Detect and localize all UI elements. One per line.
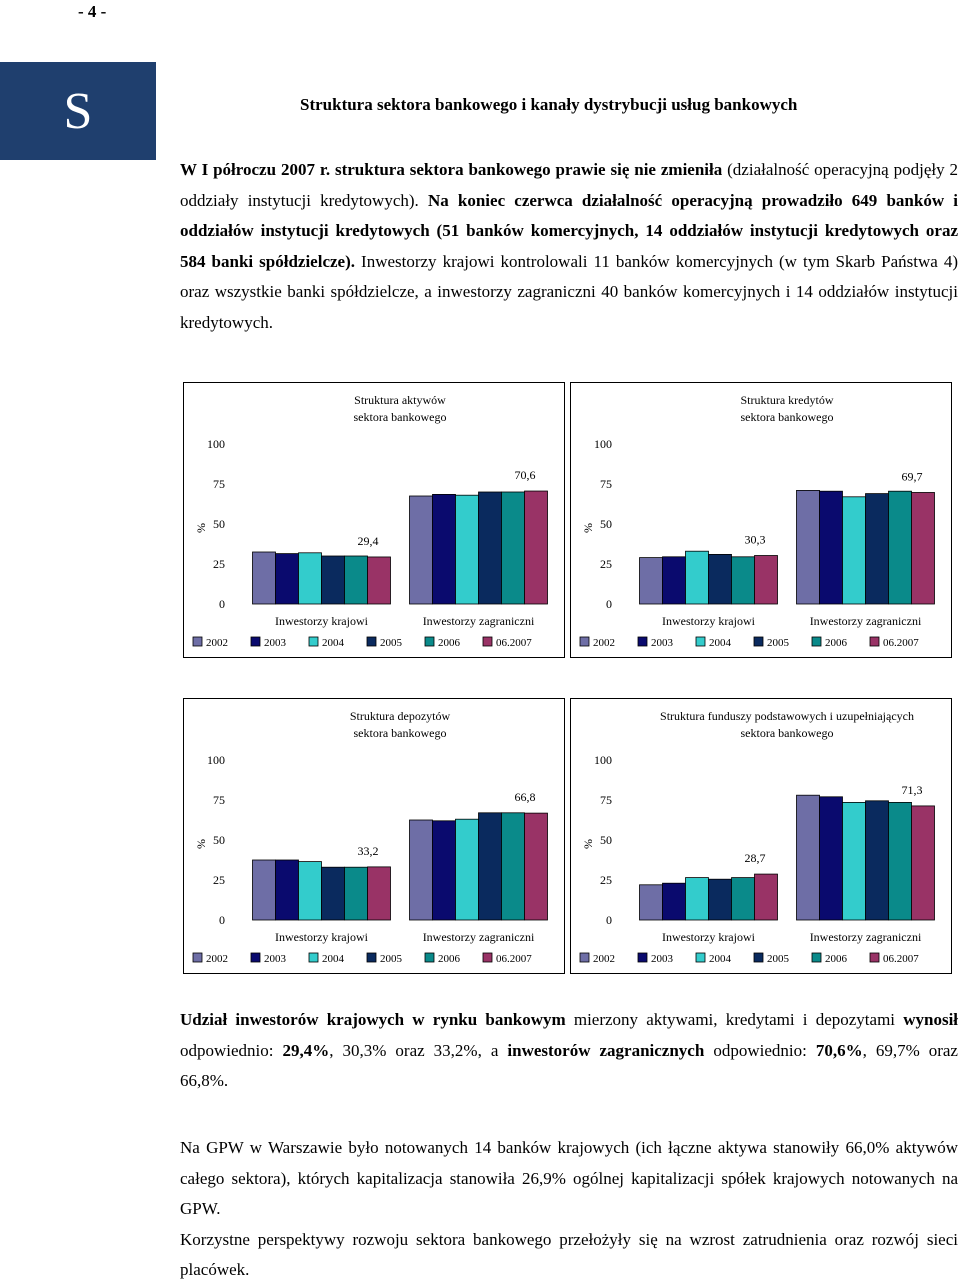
- data-label: 66,8: [514, 790, 536, 805]
- legend-swatch: [367, 637, 376, 646]
- y-tick-label: 50: [213, 833, 225, 847]
- legend-label: 2002: [206, 637, 228, 649]
- legend-swatch: [754, 953, 763, 962]
- bar: [410, 820, 433, 920]
- y-tick-label: 0: [606, 597, 612, 611]
- legend-swatch: [580, 637, 589, 646]
- gpw-text: Na GPW w Warszawie było notowanych 14 banków krajowych (ich łączne aktywa stanowiły 66,0% aktywów całego sektora), których kapitalizacja stanowiła 26,9% ogólnej kapitalizacji spółek krajowych notowanych na GPW.: [180, 1138, 958, 1218]
- y-tick-label: 50: [213, 517, 225, 531]
- share-paragraph: [180, 1005, 958, 1097]
- legend-swatch: [754, 637, 763, 646]
- section-title: Struktura sektora bankowego i kanały dystrybucji usług bankowych: [300, 95, 798, 114]
- legend-swatch: [367, 953, 376, 962]
- bar: [502, 492, 525, 604]
- legend-label: 2004: [709, 637, 731, 649]
- bar: [686, 878, 709, 920]
- bar: [456, 495, 479, 604]
- legend-swatch: [309, 637, 318, 646]
- legend-label: 2005: [767, 637, 789, 649]
- bar: [276, 554, 299, 604]
- legend-label: 2002: [593, 953, 615, 965]
- bar: [755, 874, 778, 920]
- bar: [709, 554, 732, 604]
- share-text-8: odpowiednio:: [704, 1040, 816, 1060]
- bar: [889, 802, 912, 920]
- legend-swatch: [251, 637, 260, 646]
- data-label: 71,3: [901, 782, 923, 797]
- legend-swatch: [870, 953, 879, 962]
- intro-sentence-4: Inwestorzy krajowi kontrolowali 11 banków komercyjnych (w tym Skarb Państwa 4) oraz wszystkie banki spółdzielcze, a inwestorzy zagraniczni 40 banków komercyjnych i 14 oddziałów instytucji kredytowych.: [180, 251, 959, 332]
- bar: [843, 802, 866, 920]
- bar: [732, 557, 755, 604]
- bar: [299, 553, 322, 604]
- chart-title-line: sektora bankowego: [353, 410, 447, 424]
- chart-credits-svg: [570, 382, 952, 658]
- legend-label: 06.2007: [883, 637, 919, 649]
- bar: [410, 496, 433, 604]
- bar: [276, 860, 299, 920]
- legend-label: 2003: [264, 953, 286, 965]
- data-label: 30,3: [744, 532, 766, 547]
- chart-funds-svg: [570, 698, 952, 974]
- chart-title-line: sektora bankowego: [740, 726, 834, 740]
- y-tick-label: 50: [600, 833, 612, 847]
- bar: [345, 867, 368, 920]
- legend-swatch: [812, 637, 821, 646]
- data-label: 69,7: [901, 469, 923, 484]
- data-label: 70,6: [514, 468, 536, 483]
- bar: [732, 878, 755, 920]
- legend-swatch: [425, 953, 434, 962]
- bar: [322, 556, 345, 604]
- share-text-6: , 30,3% oraz 33,2%, a: [329, 1040, 508, 1060]
- bar: [525, 813, 548, 920]
- category-label: Inwestorzy zagraniczni: [809, 614, 922, 628]
- y-tick-label: 75: [213, 793, 225, 807]
- y-tick-label: 50: [600, 517, 612, 531]
- y-tick-label: 0: [219, 913, 225, 927]
- share-text-5: 29,4%: [282, 1040, 330, 1060]
- data-label: 28,7: [744, 851, 766, 866]
- chart-deposits: [183, 698, 565, 974]
- bar: [345, 556, 368, 604]
- legend-label: 2003: [651, 637, 673, 649]
- y-tick-label: 25: [600, 873, 612, 887]
- y-axis-label: %: [194, 523, 208, 533]
- share-text-3: wynosił: [903, 1010, 959, 1029]
- y-axis-label: %: [581, 523, 595, 533]
- share-text-10: , 69,7% oraz 66,8%.: [180, 1040, 958, 1090]
- bar: [912, 492, 935, 604]
- bar: [843, 497, 866, 604]
- share-text-7: inwestorów zagranicznych: [507, 1040, 705, 1060]
- legend-swatch: [696, 637, 705, 646]
- intro-paragraph: [180, 155, 958, 338]
- legend-label: 06.2007: [496, 953, 532, 965]
- legend-label: 2006: [438, 953, 460, 965]
- share-text-4: odpowiednio:: [180, 1040, 283, 1060]
- bar: [479, 492, 502, 604]
- bar: [456, 819, 479, 920]
- legend-label: 2003: [651, 953, 673, 965]
- y-tick-label: 100: [594, 753, 612, 767]
- bar: [820, 797, 843, 920]
- bar: [502, 813, 525, 920]
- legend-swatch: [193, 953, 202, 962]
- category-label: Inwestorzy zagraniczni: [422, 614, 535, 628]
- bar: [797, 490, 820, 604]
- bar: [866, 494, 889, 604]
- bar: [686, 551, 709, 604]
- legend-label: 2005: [767, 953, 789, 965]
- bar: [912, 806, 935, 920]
- bar: [663, 883, 686, 920]
- chart-title-line: sektora bankowego: [353, 726, 447, 740]
- legend-swatch: [193, 637, 202, 646]
- intro-sentence-1: W I półroczu 2007 r. struktura sektora bankowego prawie się nie zmieniła: [180, 160, 723, 179]
- bar: [525, 491, 548, 604]
- intro-sentence-3: Na koniec czerwca działalność operacyjną prowadziło 649 banków i oddziałów instytucji kredytowych (51 banków komercyjnych, 14 oddziałów instytucji kredytowych oraz 584 banki spółdzielcze).: [180, 190, 958, 271]
- y-tick-label: 100: [594, 437, 612, 451]
- bar: [797, 795, 820, 920]
- y-tick-label: 75: [600, 793, 612, 807]
- legend-label: 06.2007: [883, 953, 919, 965]
- category-label: Inwestorzy krajowi: [662, 614, 755, 628]
- legend-label: 2003: [264, 637, 286, 649]
- legend-label: 2006: [825, 637, 847, 649]
- legend-swatch: [251, 953, 260, 962]
- legend-swatch: [483, 637, 492, 646]
- y-tick-label: 0: [606, 913, 612, 927]
- bar: [322, 867, 345, 920]
- y-tick-label: 100: [207, 753, 225, 767]
- chart-deposits-svg: [183, 698, 565, 974]
- bar: [433, 494, 456, 604]
- chart-title-line: Struktura depozytów: [349, 709, 451, 723]
- bar: [889, 491, 912, 604]
- y-tick-label: 25: [213, 873, 225, 887]
- bar: [663, 557, 686, 604]
- legend-label: 2002: [206, 953, 228, 965]
- bar: [253, 552, 276, 604]
- category-label: Inwestorzy krajowi: [662, 930, 755, 944]
- legend-swatch: [812, 953, 821, 962]
- legend-label: 2004: [322, 953, 344, 965]
- chart-title-line: Struktura aktywów: [354, 393, 446, 407]
- legend-label: 2006: [825, 953, 847, 965]
- legend-swatch: [870, 637, 879, 646]
- gpw-paragraph: [180, 1133, 958, 1286]
- chart-funds: [570, 698, 952, 974]
- legend-label: 2002: [593, 637, 615, 649]
- legend-swatch: [483, 953, 492, 962]
- bar: [866, 801, 889, 920]
- legend-swatch: [309, 953, 318, 962]
- y-tick-label: 0: [219, 597, 225, 611]
- y-tick-label: 75: [213, 477, 225, 491]
- bar: [755, 556, 778, 604]
- bar: [368, 867, 391, 920]
- perspectives-text: Korzystne perspektywy rozwoju sektora bankowego przełożyły się na wzrost zatrudnienia oraz rozwój sieci placówek.: [180, 1229, 958, 1279]
- bar: [820, 491, 843, 604]
- legend-swatch: [580, 953, 589, 962]
- chart-assets: [183, 382, 565, 658]
- category-label: Inwestorzy krajowi: [275, 930, 368, 944]
- legend-label: 2006: [438, 637, 460, 649]
- intro-sentence-2: (działalność operacyjną podjęły 2 oddziały instytucji kredytowych).: [180, 160, 959, 210]
- bar: [299, 862, 322, 920]
- page-number: - 4 -: [78, 2, 107, 21]
- legend-label: 06.2007: [496, 637, 532, 649]
- y-tick-label: 75: [600, 477, 612, 491]
- chart-credits: [570, 382, 952, 658]
- legend-swatch: [638, 953, 647, 962]
- y-tick-label: 100: [207, 437, 225, 451]
- data-label: 29,4: [357, 533, 379, 548]
- share-text-9: 70,6%: [815, 1040, 863, 1060]
- category-label: Inwestorzy zagraniczni: [422, 930, 535, 944]
- bar: [709, 879, 732, 920]
- chart-title-line: sektora bankowego: [740, 410, 834, 424]
- legend-swatch: [696, 953, 705, 962]
- bar: [640, 558, 663, 604]
- section-letter-box: S: [0, 62, 156, 160]
- category-label: Inwestorzy krajowi: [275, 614, 368, 628]
- chart-title-line: Struktura kredytów: [740, 393, 834, 407]
- legend-label: 2005: [380, 637, 402, 649]
- legend-label: 2004: [322, 637, 344, 649]
- legend-swatch: [425, 637, 434, 646]
- bar: [253, 860, 276, 920]
- share-text-2: mierzony aktywami, kredytami i depozytami: [565, 1010, 904, 1029]
- bar: [368, 557, 391, 604]
- y-tick-label: 25: [213, 557, 225, 571]
- legend-swatch: [638, 637, 647, 646]
- chart-title-line: Struktura funduszy podstawowych i uzupełniających: [660, 709, 914, 723]
- y-axis-label: %: [194, 839, 208, 849]
- chart-assets-svg: [183, 382, 565, 658]
- bar: [433, 821, 456, 920]
- data-label: 33,2: [357, 843, 379, 858]
- legend-label: 2004: [709, 953, 731, 965]
- share-text-1: Udział inwestorów krajowych w rynku bankowym: [180, 1010, 566, 1029]
- y-tick-label: 25: [600, 557, 612, 571]
- bar: [479, 813, 502, 920]
- legend-label: 2005: [380, 953, 402, 965]
- category-label: Inwestorzy zagraniczni: [809, 930, 922, 944]
- y-axis-label: %: [581, 839, 595, 849]
- bar: [640, 885, 663, 920]
